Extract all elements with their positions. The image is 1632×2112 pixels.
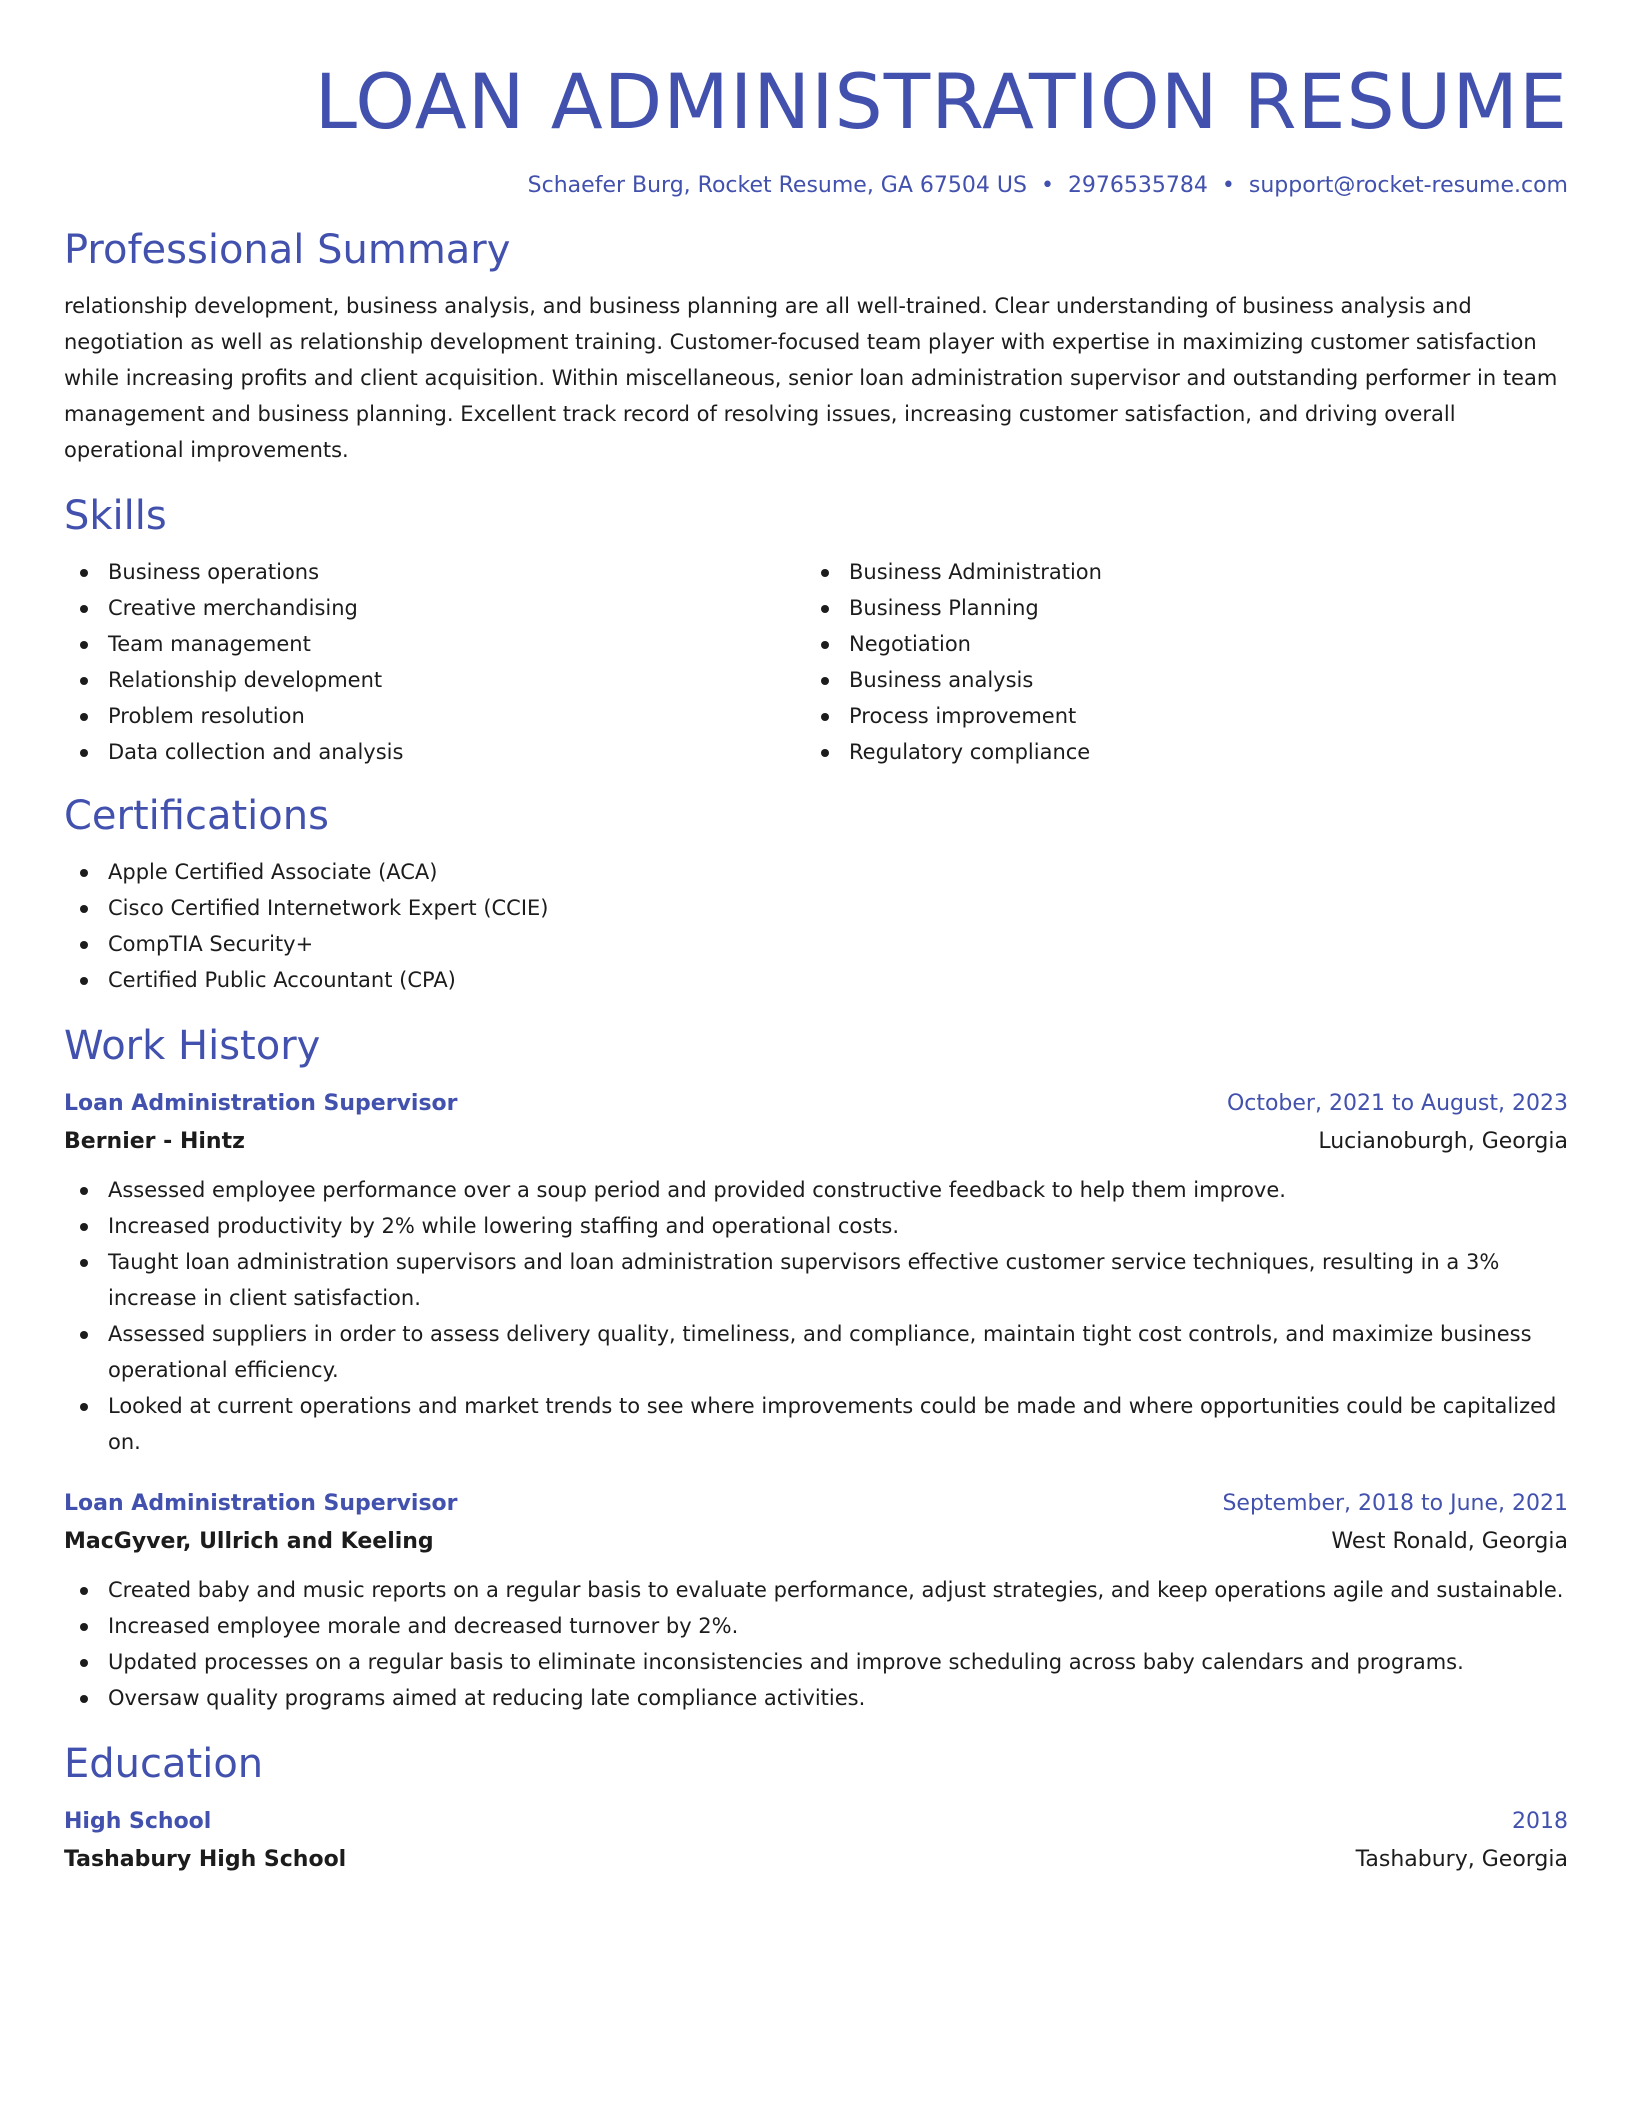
- bullet-icon: [80, 749, 88, 757]
- bullet-icon: [80, 1223, 88, 1231]
- job-bullet-text: Updated processes on a regular basis to eliminate inconsistencies and improve scheduling across baby calendars and programs.: [108, 1650, 1464, 1674]
- education-container: [64, 1804, 1568, 1880]
- contact-address: Schaefer Burg, Rocket Resume, GA 67504 US: [527, 173, 1027, 198]
- document-title: LOAN ADMINISTRATION RESUME: [314, 57, 1568, 146]
- bullet-icon: [821, 605, 829, 613]
- skill-item-text: Business Planning: [849, 596, 1039, 620]
- skill-item-text: Regulatory compliance: [849, 740, 1091, 764]
- summary-heading: Professional Summary: [64, 227, 511, 273]
- skill-item: [805, 554, 1546, 590]
- skill-item-text: Data collection and analysis: [108, 740, 404, 764]
- skill-item: [64, 698, 805, 734]
- contact-separator: •: [1040, 173, 1054, 198]
- bullet-icon: [80, 713, 88, 721]
- skill-item: [64, 662, 805, 698]
- contact-email[interactable]: support@rocket-resume.com: [1248, 173, 1568, 198]
- bullet-icon: [821, 569, 829, 577]
- bullet-icon: [80, 1403, 88, 1411]
- certification-item: [64, 854, 1568, 890]
- education-location: Tashabury, Georgia: [1355, 1847, 1568, 1872]
- bullet-icon: [821, 749, 829, 757]
- job-bullet-text: Looked at current operations and market trends to see where improvements could be made and where opportunities could be capitalized on.: [108, 1394, 1557, 1454]
- job-bullet-text: Assessed suppliers in order to assess delivery quality, timeliness, and compliance, maintain tight cost controls, and maximize business operational efficiency.: [108, 1322, 1532, 1382]
- job-bullet: [64, 1388, 1568, 1460]
- skill-item-text: Business operations: [108, 560, 320, 584]
- job-company-row: [64, 1522, 1568, 1562]
- bullet-icon: [80, 1259, 88, 1267]
- summary-section: [64, 224, 1568, 468]
- summary-text: relationship development, business analysis, and business planning are all well-trained. Clear understanding of business analysis and negotiation as well as relationship development training. Customer-focused team player with expertise in maximizing customer satisfaction while increasing profits and client acquisition. Within miscellaneous, senior loan administration supervisor and outstanding performer in team management and business planning. Excellent track record of resolving issues, increasing customer satisfaction, and driving overall operational improvements.: [64, 294, 1558, 462]
- job-bullet: [64, 1608, 1568, 1644]
- skill-item: [805, 590, 1546, 626]
- skills-column-left: [64, 554, 805, 770]
- skill-item: [64, 590, 805, 626]
- bullet-icon: [80, 1659, 88, 1667]
- bullet-icon: [821, 677, 829, 685]
- job-bullet-text: Oversaw quality programs aimed at reducing late compliance activities.: [108, 1686, 866, 1710]
- job-bullet: [64, 1316, 1568, 1388]
- education-school-row: [64, 1840, 1568, 1880]
- bullet-icon: [80, 1587, 88, 1595]
- job-company-row: [64, 1122, 1568, 1162]
- skill-item-text: Problem resolution: [108, 704, 305, 728]
- skill-item-text: Process improvement: [849, 704, 1077, 728]
- job-title: Loan Administration Supervisor: [64, 1491, 458, 1516]
- education-entry: [64, 1804, 1568, 1880]
- skill-item: [64, 626, 805, 662]
- job-dates: September, 2018 to June, 2021: [1222, 1491, 1568, 1516]
- education-degree: High School: [64, 1809, 212, 1834]
- education-header-row: [64, 1804, 1568, 1840]
- job-bullet: [64, 1172, 1568, 1208]
- job-entry: [64, 1086, 1568, 1460]
- skill-item: [805, 734, 1546, 770]
- job-bullet-text: Increased employee morale and decreased turnover by 2%.: [108, 1614, 739, 1638]
- bullet-icon: [80, 977, 88, 985]
- certification-item: [64, 926, 1568, 962]
- skills-heading: Skills: [64, 493, 167, 539]
- jobs-container: [64, 1086, 1568, 1716]
- bullet-icon: [80, 641, 88, 649]
- bullet-icon: [80, 605, 88, 613]
- skill-item: [64, 734, 805, 770]
- skill-item-text: Team management: [108, 632, 311, 656]
- bullet-icon: [80, 941, 88, 949]
- bullet-icon: [80, 1331, 88, 1339]
- job-bullet: [64, 1208, 1568, 1244]
- skill-item: [64, 554, 805, 590]
- skills-list-left: [64, 554, 805, 770]
- job-bullet-list: [64, 1572, 1568, 1716]
- contact-phone: 2976535784: [1067, 173, 1208, 198]
- bullet-icon: [80, 1623, 88, 1631]
- education-year: 2018: [1512, 1809, 1568, 1834]
- skill-item-text: Business Administration: [849, 560, 1102, 584]
- bullet-icon: [821, 713, 829, 721]
- job-company: MacGyver, Ullrich and Keeling: [64, 1529, 434, 1554]
- skill-item: [805, 662, 1546, 698]
- job-bullet: [64, 1644, 1568, 1680]
- certification-item-text: Cisco Certified Internetwork Expert (CCIE): [108, 896, 549, 920]
- certification-item-text: Certified Public Accountant (CPA): [108, 968, 456, 992]
- bullet-icon: [80, 869, 88, 877]
- education-school: Tashabury High School: [64, 1847, 347, 1872]
- skill-item-text: Business analysis: [849, 668, 1034, 692]
- education-heading: Education: [64, 1741, 264, 1787]
- skill-item-text: Creative merchandising: [108, 596, 358, 620]
- certifications-heading: Certifications: [64, 793, 329, 839]
- bullet-icon: [80, 677, 88, 685]
- certification-item-text: CompTIA Security+: [108, 932, 314, 956]
- skills-section: [64, 490, 1568, 770]
- skills-list-right: [805, 554, 1546, 770]
- education-section: [64, 1738, 1568, 1880]
- job-dates: October, 2021 to August, 2023: [1226, 1091, 1568, 1116]
- work-history-heading: Work History: [64, 1023, 321, 1069]
- job-bullet-text: Increased productivity by 2% while lowering staffing and operational costs.: [108, 1214, 900, 1238]
- bullet-icon: [80, 1187, 88, 1195]
- bullet-icon: [821, 641, 829, 649]
- certification-item-text: Apple Certified Associate (ACA): [108, 860, 438, 884]
- contact-separator: •: [1221, 173, 1235, 198]
- work-history-section: [64, 1020, 1568, 1716]
- job-entry: [64, 1486, 1568, 1716]
- certifications-list: [64, 854, 1568, 998]
- skills-column-right: [805, 554, 1546, 770]
- job-bullet: [64, 1680, 1568, 1716]
- job-location: Lucianoburgh, Georgia: [1318, 1129, 1568, 1154]
- resume-header: [64, 56, 1568, 202]
- contact-line: [64, 170, 1568, 202]
- job-bullet: [64, 1244, 1568, 1316]
- job-header-row: [64, 1486, 1568, 1522]
- skills-grid: [64, 554, 1568, 770]
- skill-item: [805, 626, 1546, 662]
- bullet-icon: [80, 1695, 88, 1703]
- certification-item: [64, 890, 1568, 926]
- skill-item: [805, 698, 1546, 734]
- job-company: Bernier - Hintz: [64, 1129, 245, 1154]
- job-bullet-text: Taught loan administration supervisors and loan administration supervisors effective customer service techniques, resulting in a 3% increase in client satisfaction.: [108, 1250, 1500, 1310]
- job-title: Loan Administration Supervisor: [64, 1091, 458, 1116]
- certifications-section: [64, 790, 1568, 998]
- skill-item-text: Negotiation: [849, 632, 971, 656]
- job-bullet: [64, 1572, 1568, 1608]
- job-bullet-list: [64, 1172, 1568, 1460]
- job-location: West Ronald, Georgia: [1331, 1529, 1568, 1554]
- skill-item-text: Relationship development: [108, 668, 383, 692]
- bullet-icon: [80, 569, 88, 577]
- job-header-row: [64, 1086, 1568, 1122]
- job-bullet-text: Created baby and music reports on a regular basis to evaluate performance, adjust strategies, and keep operations agile and sustainable.: [108, 1578, 1564, 1602]
- certification-item: [64, 962, 1568, 998]
- job-bullet-text: Assessed employee performance over a soup period and provided constructive feedback to help them improve.: [108, 1178, 1286, 1202]
- bullet-icon: [80, 905, 88, 913]
